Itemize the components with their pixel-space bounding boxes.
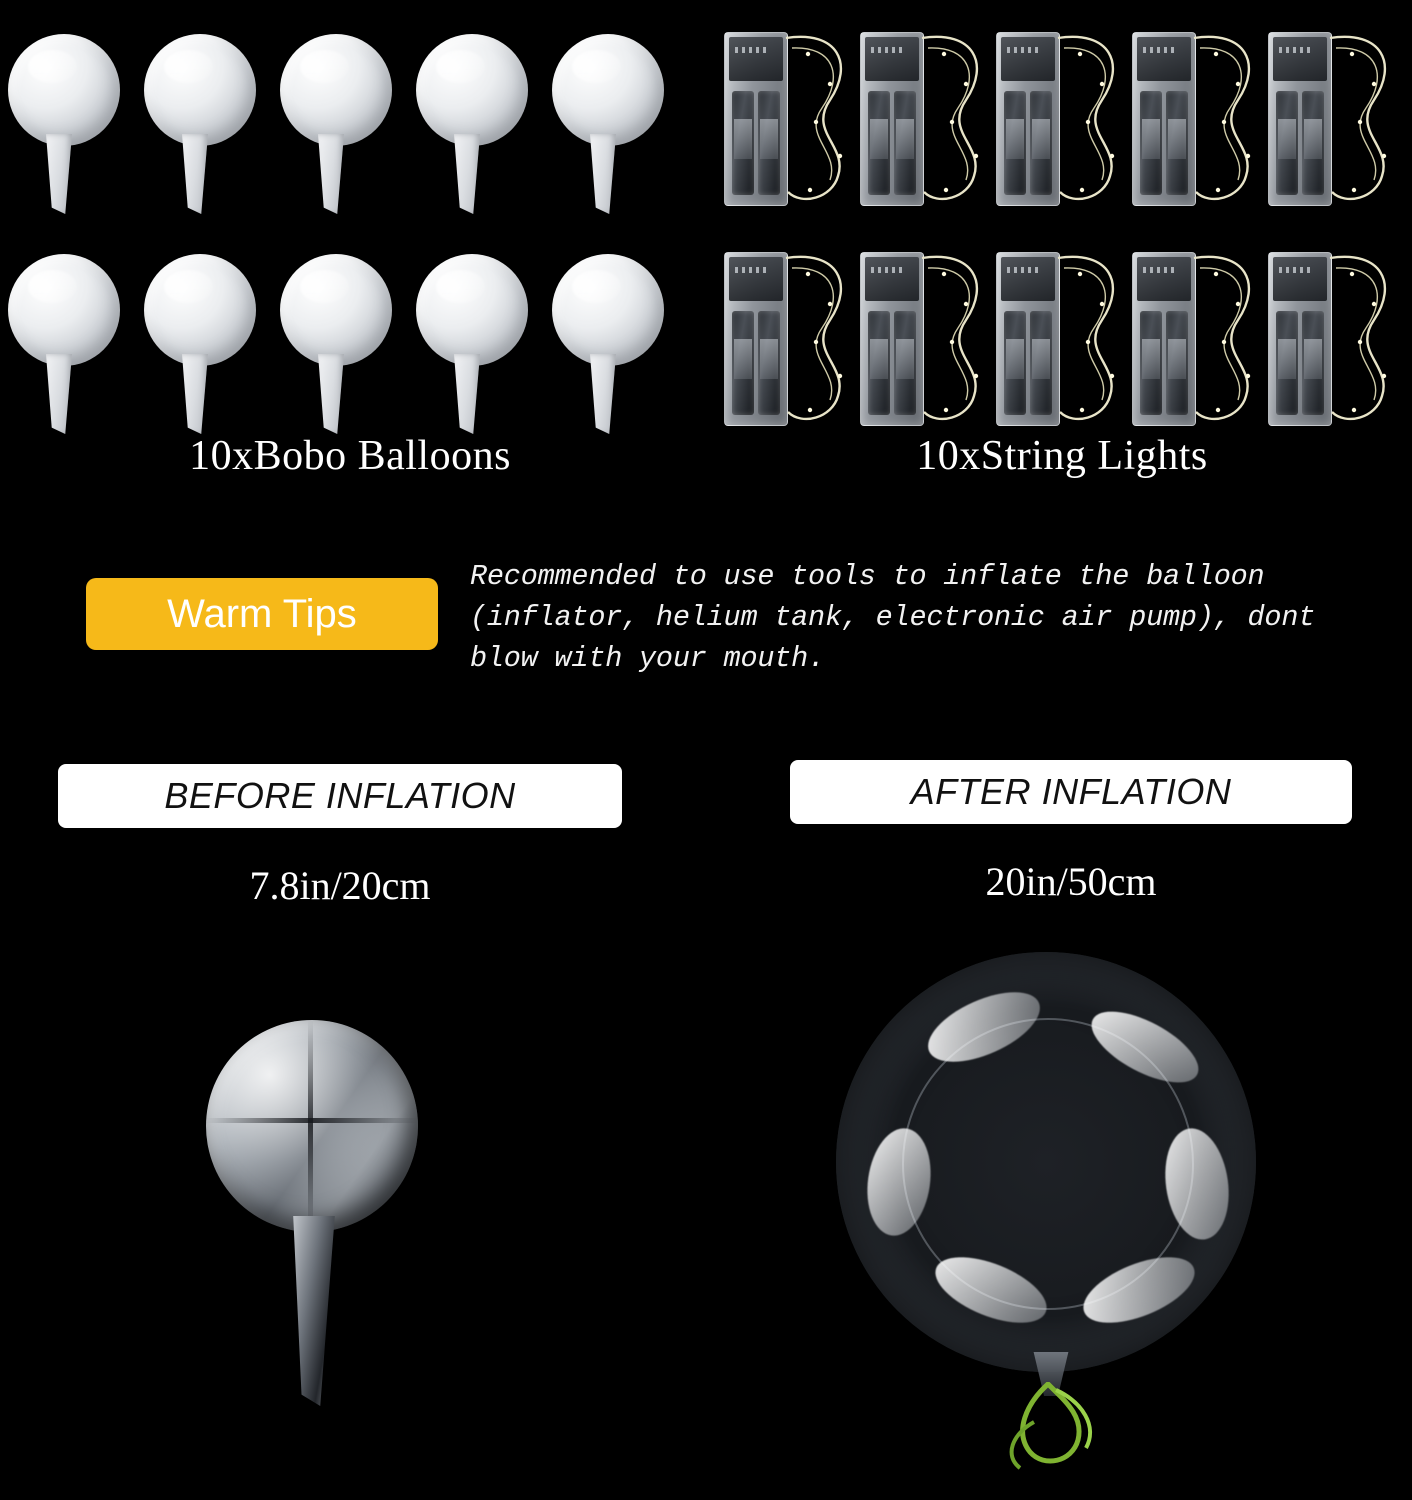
after-inflation-plate [790, 760, 1352, 824]
battery-lid [729, 37, 783, 81]
battery-cell [732, 91, 754, 195]
battery-cell [1302, 311, 1324, 415]
balloon-icon [544, 34, 672, 219]
battery-cell [1030, 91, 1052, 195]
before-inflation-size: 7.8in/20cm [249, 863, 431, 908]
balloon-neck [182, 354, 208, 434]
balloon-icon [408, 254, 536, 439]
warm-tips-badge [86, 578, 438, 650]
battery-lid [1001, 37, 1055, 81]
battery-lid [865, 37, 919, 81]
string-lights-group [720, 20, 1412, 430]
battery-cell [732, 311, 754, 415]
balloon-neck [454, 354, 480, 434]
light-wire [1322, 30, 1400, 210]
string-light-icon [720, 248, 856, 433]
balloon-neck [46, 354, 72, 434]
battery-cell [1302, 91, 1324, 195]
string-light-icon [1264, 28, 1400, 213]
light-wire [1322, 250, 1400, 430]
balloon-neck [318, 134, 344, 214]
battery-lid [1273, 257, 1327, 301]
balloon-icon [0, 254, 128, 439]
light-wire [914, 250, 992, 430]
deflated-balloon-photo [206, 1020, 436, 1410]
battery-cell [894, 311, 916, 415]
battery-cell [868, 311, 890, 415]
battery-cell [1004, 311, 1026, 415]
balloon-bulb [280, 34, 392, 146]
balloon-icon [0, 34, 128, 219]
lights-caption: 10xString Lights [916, 433, 1208, 479]
battery-cell [1276, 311, 1298, 415]
light-wire [1186, 250, 1264, 430]
bobo-balloons-group [0, 20, 680, 430]
string-light-icon [856, 28, 992, 213]
battery-lid [1273, 37, 1327, 81]
string-light-icon [1128, 28, 1264, 213]
warm-tips-text: Recommended to use tools to inflate the balloon (inflator, helium tank, electronic air pump), dont blow with your mouth. [470, 560, 1333, 675]
balloon-bulb [144, 34, 256, 146]
balloon-bulb [552, 254, 664, 366]
light-wire [778, 250, 856, 430]
battery-lid [729, 257, 783, 301]
balloon-neck [46, 134, 72, 214]
string-light-icon [1264, 248, 1400, 433]
balloon-icon [544, 254, 672, 439]
battery-cell [1276, 91, 1298, 195]
light-wire [778, 30, 856, 210]
string-light-icon [856, 248, 992, 433]
battery-cell [1166, 311, 1188, 415]
balloon-neck [590, 354, 616, 434]
string-light-icon [992, 28, 1128, 213]
balloon-bulb [144, 254, 256, 366]
string-light-icon [992, 248, 1128, 433]
light-wire [1186, 30, 1264, 210]
light-wire [1050, 250, 1128, 430]
balloon-bulb [416, 254, 528, 366]
battery-lid [865, 257, 919, 301]
balloon-neck [318, 354, 344, 434]
balloon-neck [454, 134, 480, 214]
balloon-icon [272, 254, 400, 439]
balloon-bulb [280, 254, 392, 366]
battery-cell [868, 91, 890, 195]
battery-lid [1001, 257, 1055, 301]
before-inflation-plate [58, 764, 622, 828]
balloon-bulb [552, 34, 664, 146]
balloon-bulb [8, 34, 120, 146]
balloon-icon [408, 34, 536, 219]
string-light-icon [1128, 248, 1264, 433]
balloon-neck [590, 134, 616, 214]
inflated-balloon-photo [836, 952, 1276, 1472]
balloon-icon [136, 254, 264, 439]
warm-tips-label: Warm Tips [167, 591, 357, 636]
balloons-caption: 10xBobo Balloons [189, 433, 511, 479]
after-inflation-size: 20in/50cm [985, 859, 1157, 904]
deflated-balloon-neck [288, 1216, 340, 1406]
string-light-icon [720, 28, 856, 213]
battery-cell [1166, 91, 1188, 195]
battery-cell [1140, 311, 1162, 415]
light-wire [1050, 30, 1128, 210]
inflated-balloon-body [836, 952, 1256, 1372]
balloon-bulb [416, 34, 528, 146]
battery-cell [1004, 91, 1026, 195]
battery-lid [1137, 37, 1191, 81]
battery-cell [758, 91, 780, 195]
before-inflation-label: BEFORE INFLATION [164, 775, 516, 816]
battery-cell [1140, 91, 1162, 195]
battery-cell [758, 311, 780, 415]
balloon-neck [182, 134, 208, 214]
balloon-ribbon [986, 1382, 1136, 1472]
after-inflation-label: AFTER INFLATION [910, 771, 1232, 812]
battery-cell [894, 91, 916, 195]
battery-lid [1137, 257, 1191, 301]
battery-cell [1030, 311, 1052, 415]
deflated-balloon-body [206, 1020, 418, 1232]
balloon-icon [272, 34, 400, 219]
balloon-bulb [8, 254, 120, 366]
light-wire [914, 30, 992, 210]
balloon-icon [136, 34, 264, 219]
